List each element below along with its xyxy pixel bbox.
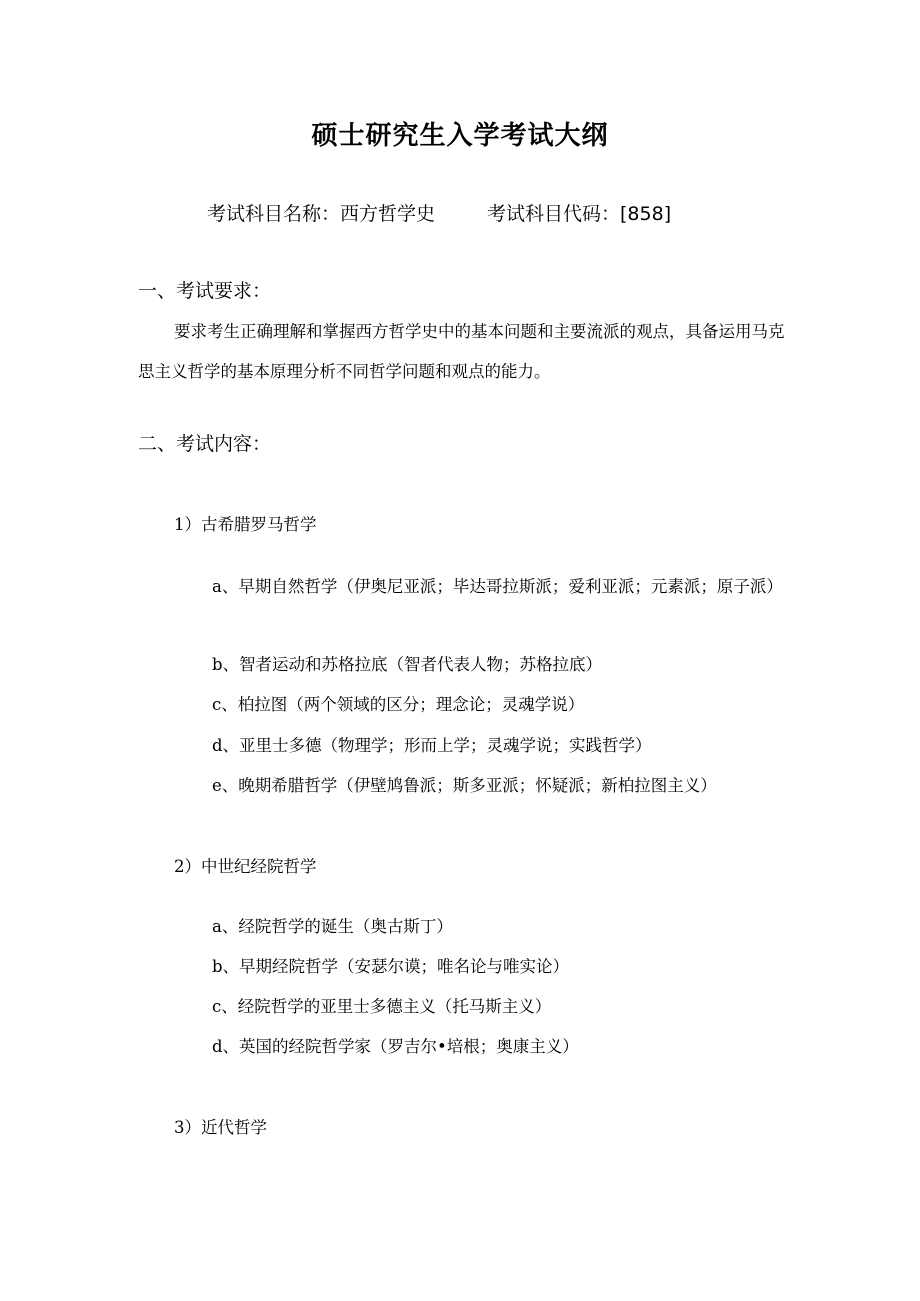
subject-name: 考试科目名称：西方哲学史: [207, 203, 436, 225]
section-title: 1）古希腊罗马哲学: [174, 515, 317, 534]
list-item: b、智者运动和苏格拉底（智者代表人物；苏格拉底）: [212, 655, 603, 674]
list-item: b、早期经院哲学（安瑟尔谟；唯名论与唯实论）: [212, 957, 570, 976]
requirements-text: 要求考生正确理解和掌握西方哲学史中的基本问题和主要流派的观点，具备运用马克思主义哲学的基本原理分析不同哲学问题和观点的能力。: [138, 322, 785, 381]
requirements-heading: 一、考试要求：: [138, 280, 272, 302]
list-item: d、亚里士多德（物理学；形而上学；灵魂学说；实践哲学）: [212, 736, 652, 755]
subject-info: [207, 198, 827, 230]
list-item: d、英国的经院哲学家（罗吉尔•培根；奥康主义）: [212, 1037, 579, 1056]
document-title: 硕士研究生入学考试大纲: [311, 121, 609, 151]
list-item: e、晚期希腊哲学（伊壁鸠鲁派；斯多亚派；怀疑派；新柏拉图主义）: [212, 776, 717, 795]
list-item: a、早期自然哲学（伊奥尼亚派；毕达哥拉斯派；爱利亚派；元素派；原子派）: [212, 577, 783, 596]
section-title: 3）近代哲学: [174, 1118, 267, 1137]
content-heading: 二、考试内容：: [138, 433, 272, 455]
section-title: 2）中世纪经院哲学: [174, 857, 317, 876]
list-item: a、经院哲学的诞生（奥古斯丁）: [212, 917, 453, 936]
list-item: c、柏拉图（两个领域的区分；理念论；灵魂学说）: [212, 695, 585, 714]
subject-code: 考试科目代码：[858]: [487, 203, 672, 225]
list-item: c、经院哲学的亚里士多德主义（托马斯主义）: [212, 997, 552, 1016]
